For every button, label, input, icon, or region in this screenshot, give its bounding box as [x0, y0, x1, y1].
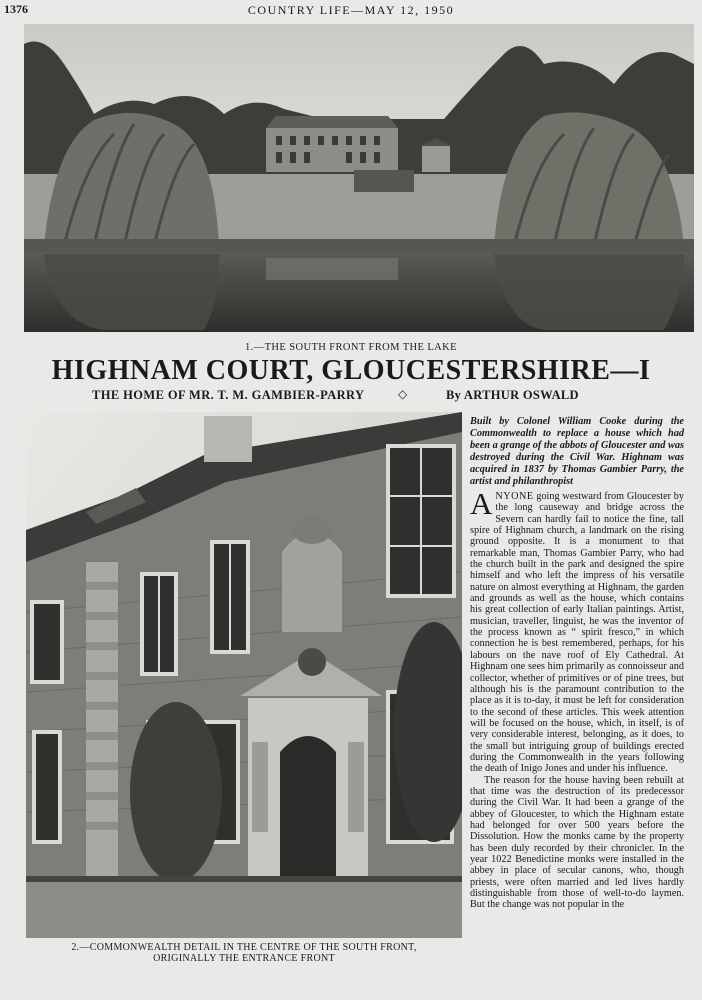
- running-head: COUNTRY LIFE—MAY 12, 1950: [247, 3, 455, 17]
- photo-caption-2-line2: ORIGINALLY THE ENTRANCE FRONT: [153, 953, 335, 964]
- page-number: 1376: [4, 2, 28, 16]
- ornament: ◇: [398, 387, 408, 401]
- facade-photograph: [26, 412, 462, 938]
- article-body: [470, 486, 684, 911]
- article-subtitle: THE HOME OF MR. T. M. GAMBIER-PARRY: [92, 388, 365, 402]
- drop-cap: A: [470, 486, 493, 521]
- paragraph-1: [470, 486, 684, 775]
- lake-photograph: [24, 24, 694, 332]
- photo-caption-2-line1: 2.—COMMONWEALTH DETAIL IN THE CENTRE OF THE SOUTH FRONT,: [71, 942, 417, 953]
- paragraph-1-text: going westward from Gloucester by the long causeway and bridge across the Severn can hardly fail to notice the fine, tall spire of Highnam church, a landmark on the rising ground opposite. It is a monument to that remarkable man, Thomas Gambier Parry, who had the church built in the park and designed the spire himself and who left the impress of his versatile nature on almost everything at Highnam, the garden and grounds as well as the house, which contains his great collection of early Italian paintings. Artist, musician, traveller, linguist, he was the inventor of the process known as “ spirit fresco,” in which connection he is best remembered, perhaps, for his labours on the nave roof of Ely Cathedral. At Highnam one sees him primarily as connoisseur and collector, whether of primitives or of pine trees, but although his is the paramount contribution to the place as it is to-day, it must be left for consideration to the second of these articles. This week attention will be focused on the house, which, in itself, is of very considerable interest, belonging, as it does, to the small but intriguing group of buildings erected during the Commonwealth in the years following the death of Inigo Jones and under his influence.: [470, 491, 684, 775]
- article-intro: Built by Colonel William Cooke during the Commonwealth to replace a house which had been a grange of the abbots of Gloucester and was destroyed during the Civil War. Highnam was acquired in 1837 by Thomas Gambier Parry, the artist and philanthropist: [470, 416, 684, 487]
- photo-caption-2: [26, 942, 462, 964]
- lead-caps: NYONE: [495, 491, 534, 502]
- photo-caption-1: 1.—THE SOUTH FRONT FROM THE LAKE: [245, 342, 457, 353]
- article-title: HIGHNAM COURT, GLOUCESTERSHIRE—I: [51, 355, 651, 386]
- byline: By ARTHUR OSWALD: [446, 388, 579, 402]
- paragraph-2: The reason for the house having been rebuilt at that time was the destruction of its predecessor during the Civil War. It had been a grange of the abbey of Gloucester, to which the Highnam estate had belonged for over 500 years before the Dissolution. How the monks came by the property has been duly recorded by their chronicler. In the year 1022 Benedictine monks were installed in the abbey in place of secular canons, who, though priests, were often married and led lives hardly distinguishable from those of well-to-do laymen. But the change was not popular in the: [470, 774, 684, 911]
